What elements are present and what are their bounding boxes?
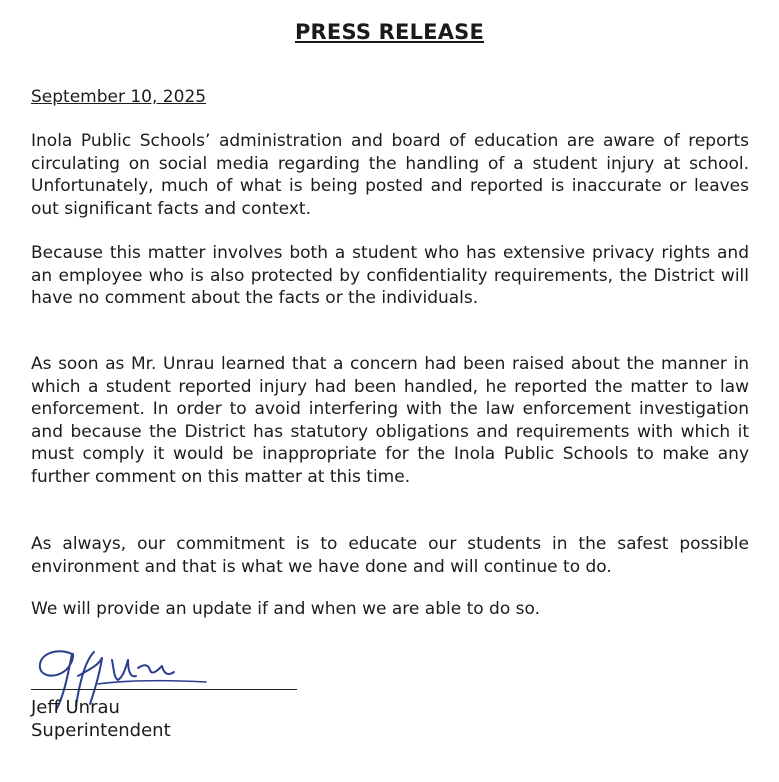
page-title: PRESS RELEASE: [294, 20, 485, 44]
paragraph-update: We will provide an update if and when we are able to do so.: [31, 599, 540, 619]
signer-title: Superintendent: [31, 720, 171, 741]
paragraph-commitment: As always, our commitment is to educate our students in the safest possible environment and that is what we have done and will continue to do.: [31, 534, 749, 577]
signature-line: [31, 689, 297, 690]
paragraph-law-enforcement: As soon as Mr. Unrau learned that a concern had been raised about the manner in which a student reported injury had been handled, he reported the matter to law enforcement. In order to avoid interfering with the law enforcement investigation and because the District has statutory obligations and requirements with which it must comply it would be inappropriate for the Inola Public Schools to make any further comment on this matter at this time.: [31, 354, 749, 487]
paragraph-privacy: Because this matter involves both a student who has extensive privacy rights and an employee who is also protected by confidentiality requirements, the District will have no comment about the facts or the individuals.: [31, 243, 749, 309]
signer-name: Jeff Unrau: [31, 697, 120, 718]
paragraph-awareness: Inola Public Schools’ administration and board of education are aware of reports circulating on social media regarding the handling of a student injury at school. Unfortunately, much of what is being posted and reported is inaccurate or leaves out significant facts and context.: [31, 131, 749, 219]
release-date: September 10, 2025: [31, 87, 207, 107]
